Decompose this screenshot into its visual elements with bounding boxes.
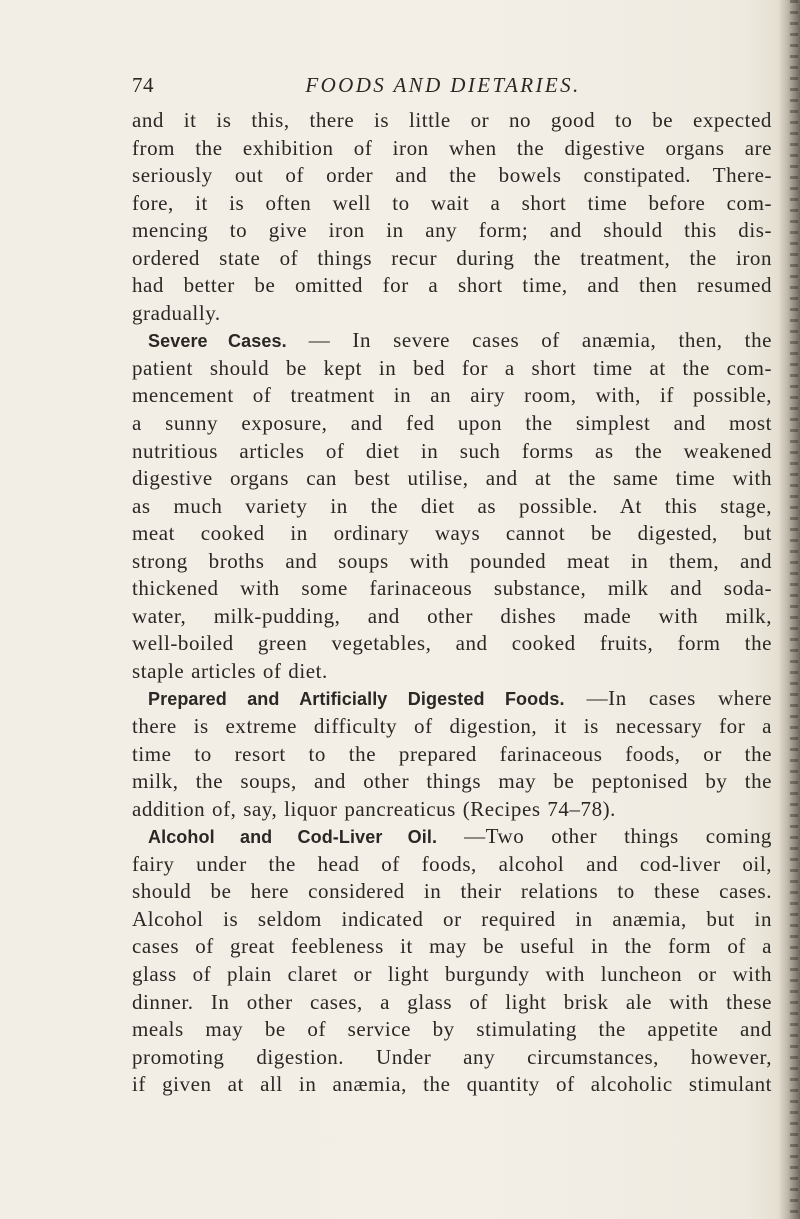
line-text: promoting digestion. Under any circumstances, however,: [132, 1044, 772, 1069]
text-line: [132, 190, 772, 218]
line-text: — In severe cases of anæmia, then, the: [308, 328, 772, 353]
line-text: glass of plain claret or light burgundy with luncheon or with: [132, 961, 772, 986]
line-text: milk, the soups, and other things may be peptonised by the: [132, 769, 772, 794]
line-text: fairy under the head of foods, alcohol and cod-liver oil,: [132, 851, 772, 876]
text-line: [132, 327, 772, 355]
line-text: —Two other things coming: [464, 824, 772, 849]
line-text: well-boiled green vegetables, and cooked fruits, form the: [132, 631, 772, 656]
line-text: meat cooked in ordinary ways cannot be digested, but: [132, 521, 772, 546]
text-line: [132, 906, 772, 934]
text-line: [132, 520, 772, 548]
text-line: [132, 300, 772, 328]
line-text: cases of great feebleness it may be useful in the form of a: [132, 934, 772, 959]
text-line: [132, 162, 772, 190]
line-text: fore, it is often well to wait a short time before com-: [132, 190, 772, 215]
text-line: [132, 630, 772, 658]
line-text: mencing to give iron in any form; and should this dis-: [132, 218, 772, 243]
line-text: staple articles of diet.: [132, 658, 328, 683]
line-text: addition of, say, liquor pancreaticus (Recipes 74–78).: [132, 796, 616, 821]
line-text: there is extreme difficulty of digestion, it is necessary for a: [132, 714, 772, 739]
line-text: nutritious articles of diet in such forms as the weakened: [132, 438, 772, 463]
text-line: [132, 713, 772, 741]
section-heading: Severe Cases.: [148, 331, 287, 352]
running-head: FOODS AND DIETARIES.: [305, 73, 581, 97]
line-text: a sunny exposure, and fed upon the simplest and most: [132, 411, 772, 436]
line-text: as much variety in the diet as possible. At this stage,: [132, 493, 772, 518]
section-heading: Prepared and Artificially Digested Foods.: [148, 689, 565, 710]
text-line: [132, 245, 772, 273]
text-line: [132, 741, 772, 769]
text-line: [132, 878, 772, 906]
text-line: [132, 438, 772, 466]
text-line: [132, 603, 772, 631]
line-text: from the exhibition of iron when the digestive organs are: [132, 135, 772, 160]
page-header: [132, 73, 772, 103]
line-text: and it is this, there is little or no good to be expected: [132, 108, 772, 132]
text-line: [132, 989, 772, 1017]
line-text: should be here considered in their relations to these cases.: [132, 879, 772, 904]
line-text: water, milk-pudding, and other dishes made with milk,: [132, 603, 772, 628]
text-line: [132, 685, 772, 713]
line-text: meals may be of service by stimulating the appetite and: [132, 1017, 772, 1042]
line-text: thickened with some farinaceous substance, milk and soda-: [132, 576, 772, 601]
line-text: patient should be kept in bed for a short time at the com-: [132, 355, 772, 380]
text-line: [132, 933, 772, 961]
page-edge-marks: [790, 0, 798, 1219]
line-text: gradually.: [132, 300, 221, 325]
text-line: [132, 107, 772, 135]
line-text: dinner. In other cases, a glass of light brisk ale with these: [132, 989, 772, 1014]
text-line: [132, 493, 772, 521]
text-line: [132, 382, 772, 410]
text-line: [132, 823, 772, 851]
text-line: [132, 768, 772, 796]
text-line: [132, 851, 772, 879]
text-line: [132, 135, 772, 163]
line-text: ordered state of things recur during the treatment, the iron: [132, 245, 772, 270]
text-line: [132, 575, 772, 603]
text-line: [132, 658, 772, 686]
line-text: strong broths and soups with pounded meat in them, and: [132, 548, 772, 573]
line-text: time to resort to the prepared farinaceous foods, or the: [132, 741, 772, 766]
text-line: [132, 272, 772, 300]
line-text: —In cases where: [586, 686, 772, 711]
line-text: if given at all in anæmia, the quantity of alcoholic stimulant: [132, 1072, 772, 1097]
text-line: [132, 1016, 772, 1044]
text-line: [132, 961, 772, 989]
line-text: Alcohol is seldom indicated or required in anæmia, but in: [132, 906, 772, 931]
text-line: [132, 1071, 772, 1099]
body-text: [132, 107, 772, 1099]
text-line: [132, 410, 772, 438]
line-text: digestive organs can best utilise, and at the same time with: [132, 466, 772, 491]
line-text: had better be omitted for a short time, and then resumed: [132, 273, 772, 298]
text-line: [132, 548, 772, 576]
text-line: [132, 465, 772, 493]
line-text: mencement of treatment in an airy room, with, if possible,: [132, 383, 772, 408]
text-line: [132, 355, 772, 383]
section-heading: Alcohol and Cod-Liver Oil.: [148, 827, 438, 848]
line-text: seriously out of order and the bowels constipated. There-: [132, 163, 772, 188]
text-line: [132, 796, 772, 824]
text-line: [132, 1044, 772, 1072]
page-number: 74: [132, 73, 154, 97]
text-line: [132, 217, 772, 245]
